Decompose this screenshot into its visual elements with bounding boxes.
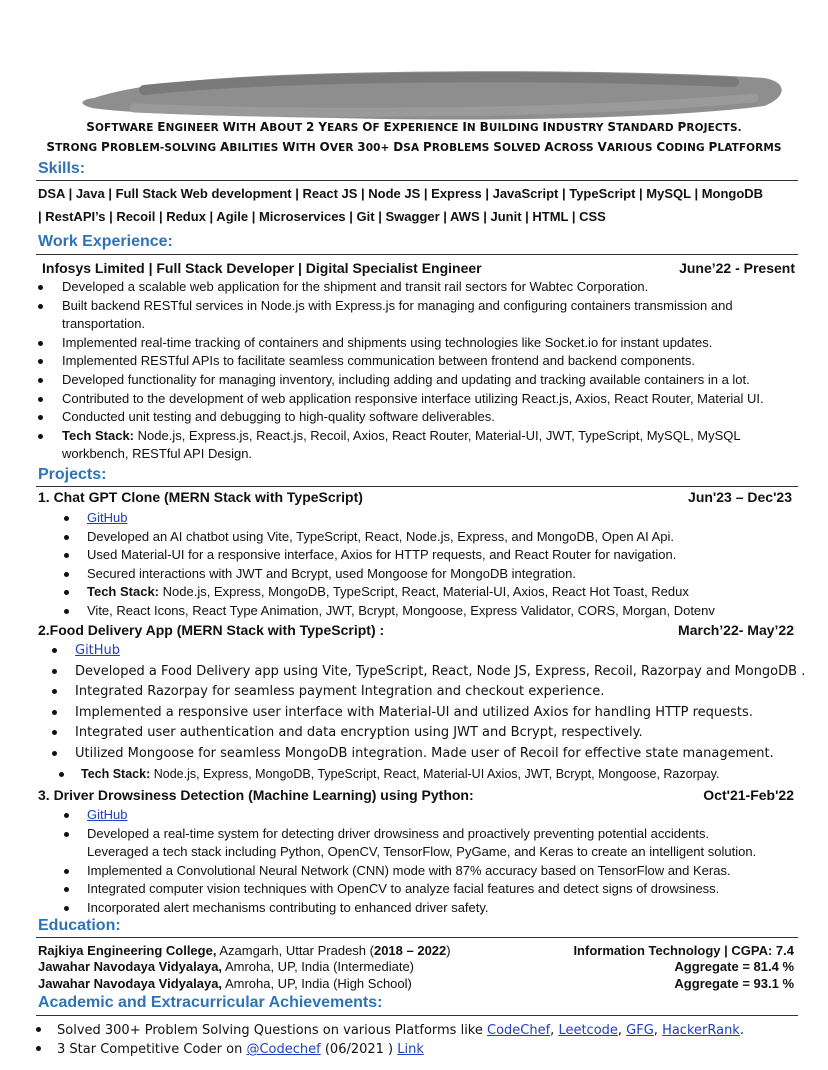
work-bullet: Built backend RESTful services in Node.js with Express.js for managing and configuring containers transmission and — [62, 297, 764, 316]
skills-title: Skills: — [38, 160, 86, 177]
project-3-title: 3. Driver Drowsiness Detection (Machine Learning) using Python: — [38, 787, 474, 803]
project-1-title: 1. Chat GPT Clone (MERN Stack with TypeScript) — [38, 489, 363, 505]
education-detail: Information Technology | CGPA: 7.4 — [573, 943, 794, 958]
project-bullet: Integrated user authentication and data encryption using JWT and Bcrypt, respectively. — [75, 723, 805, 744]
project-bullet: Developed a real-time system for detecting driver drowsiness and proactively preventing potential accidents. — [87, 825, 756, 844]
work-role: Infosys Limited | Full Stack Developer | Digital Specialist Engineer — [42, 260, 482, 276]
tech-stack-label: Tech Stack: — [62, 427, 135, 443]
skills-line-2: | RestAPI’s | Recoil | Redux | Agile | Microservices | Git | Swagger | AWS | Junit | HTML | CSS — [38, 209, 606, 224]
skills-rule — [36, 180, 798, 181]
work-title: Work Experience: — [38, 233, 173, 250]
projects-rule — [36, 486, 798, 487]
work-bullet: Contributed to the development of web application responsive interface utilizing React.js, Axios, React Router, Material UI. — [62, 390, 764, 409]
project-2-dates: March’22- May’22 — [678, 622, 794, 638]
achievements-list — [57, 1021, 744, 1059]
education-rule — [36, 937, 798, 938]
work-bullet: Implemented real-time tracking of containers and shipments using technologies like Socket.io for instant updates. — [62, 334, 764, 353]
achievement-item: 3 Star Competitive Coder on @Codechef (06/2021 ) Link — [57, 1040, 744, 1059]
education-detail: Aggregate = 93.1 % — [674, 976, 794, 991]
projects-title: Projects: — [38, 466, 107, 483]
work-bullet: Conducted unit testing and debugging to high-quality software deliverables. — [62, 408, 764, 427]
education-row: Jawahar Navodaya Vidyalaya, Amroha, UP, India (Intermediate) — [38, 959, 415, 974]
achievement-item: Solved 300+ Problem Solving Questions on various Platforms like CodeChef, Leetcode, GFG, HackerRank. — [57, 1023, 744, 1038]
project-bullet: Incorporated alert mechanisms contributing to enhanced driver safety. — [87, 899, 756, 918]
project-bullet: Integrated Razorpay for seamless payment Integration and checkout experience. — [75, 682, 805, 703]
project-2-bullets — [75, 641, 805, 764]
project-2-title: 2.Food Delivery App (MERN Stack with TypeScript) : — [38, 622, 385, 638]
achievements-rule — [36, 1015, 798, 1016]
redacted-header — [74, 68, 786, 124]
work-bullet: Implemented RESTful APIs to facilitate seamless communication between frontend and backend components. — [62, 352, 764, 371]
education-row: Rajkiya Engineering College, Azamgarh, Uttar Pradesh (2018 – 2022) — [38, 943, 451, 958]
project-bullet: Secured interactions with JWT and Bcrypt, used Mongoose for MongoDB integration. — [87, 565, 715, 584]
tech-stack-value: Node.js, Express.js, React.js, Recoil, Axios, React Router, Material-UI, JWT, TypeScript, MySQL, MySQL — [134, 427, 741, 443]
project-bullet: Vite, React Icons, React Type Animation, JWT, Bcrypt, Mongoose, Express Validator, CORS, Morgan, Dotenv — [87, 602, 715, 621]
codechef-handle-link[interactable]: @Codechef — [246, 1042, 321, 1057]
work-dates: June’22 - Present — [679, 260, 795, 276]
leetcode-link[interactable]: Leetcode — [558, 1023, 618, 1038]
project-bullet: Developed a Food Delivery app using Vite, TypeScript, React, Node JS, Express, Recoil, Razorpay and MongoDB . — [75, 662, 805, 683]
work-tech-stack — [62, 427, 764, 446]
work-tech-continuation: workbench, RESTful API Design. — [62, 446, 253, 462]
skills-line-1: DSA | Java | Full Stack Web development | React JS | Node JS | Express | JavaScript | TypeScript | MySQL | MongoDB — [38, 186, 764, 201]
work-bullets — [62, 278, 764, 464]
project-bullet: Used Material-UI for a responsive interface, Axios for HTTP requests, and React Router for navigation. — [87, 546, 715, 565]
tagline-1: SOFTWARE ENGINEER WITH ABOUT 2 YEARS OF EXPERIENCE IN BUILDING INDUSTRY STANDARD PROJECTS. — [86, 120, 742, 134]
project-2-github-link[interactable]: GitHub — [75, 641, 805, 662]
education-row: Jawahar Navodaya Vidyalaya, Amroha, UP, India (High School) — [38, 976, 412, 991]
project-3-github-link[interactable]: GitHub — [87, 806, 756, 825]
profile-link[interactable]: Link — [397, 1042, 424, 1057]
gfg-link[interactable]: GFG — [626, 1023, 654, 1038]
project-bullet: Utilized Mongoose for seamless MongoDB integration. Made user of Recoil for effective state management. — [75, 744, 805, 765]
tagline-2: STRONG PROBLEM-SOLVING ABILITIES WITH OVER 300+ DSA PROBLEMS SOLVED ACROSS VARIOUS CODING PLATFORMS — [46, 140, 782, 154]
work-bullet-continuation: transportation. — [62, 316, 146, 332]
education-title: Education: — [38, 917, 121, 934]
achievements-title: Academic and Extracurricular Achievements: — [38, 994, 383, 1011]
hackerrank-link[interactable]: HackerRank — [662, 1023, 740, 1038]
project-bullet-continuation: Leveraged a tech stack including Python, OpenCV, TensorFlow, PyGame, and Keras to create an intelligent solution. — [87, 844, 757, 860]
project-bullet: Integrated computer vision techniques with OpenCV to analyze facial features and detect signs of drowsiness. — [87, 880, 756, 899]
project-bullet: Implemented a Convolutional Neural Network (CNN) mode with 87% accuracy based on TensorFlow and Keras. — [87, 862, 756, 881]
project-3-bullets — [87, 806, 756, 918]
project-bullet: Implemented a responsive user interface with Material-UI and utilized Axios for handling HTTP requests. — [75, 703, 805, 724]
project-2-tech-stack: Tech Stack: Node.js, Express, MongoDB, TypeScript, React, Material-UI Axios, JWT, Bcrypt, Mongoose, Razorpay. — [81, 767, 720, 781]
work-bullet: Developed functionality for managing inventory, including adding and updating and tracking available containers in a lot. — [62, 371, 764, 390]
project-1-github-link[interactable]: GitHub — [87, 509, 715, 528]
codechef-link[interactable]: CodeChef — [487, 1023, 551, 1038]
project-1-tech-stack: Tech Stack: Node.js, Express, MongoDB, TypeScript, React, Material-UI, Axios, React Hot Toast, Redux — [87, 583, 715, 602]
work-bullet: Developed a scalable web application for the shipment and transit rail sectors for Wabtec Corporation. — [62, 278, 764, 297]
education-detail: Aggregate = 81.4 % — [674, 959, 794, 974]
project-bullet: Developed an AI chatbot using Vite, TypeScript, React, Node.js, Express, and MongoDB, Open AI Api. — [87, 528, 715, 547]
work-rule — [36, 254, 798, 255]
bullet-dot — [59, 772, 64, 777]
project-1-dates: Jun'23 – Dec'23 — [688, 489, 792, 505]
project-1-bullets — [87, 509, 715, 621]
project-3-dates: Oct'21-Feb'22 — [703, 787, 794, 803]
